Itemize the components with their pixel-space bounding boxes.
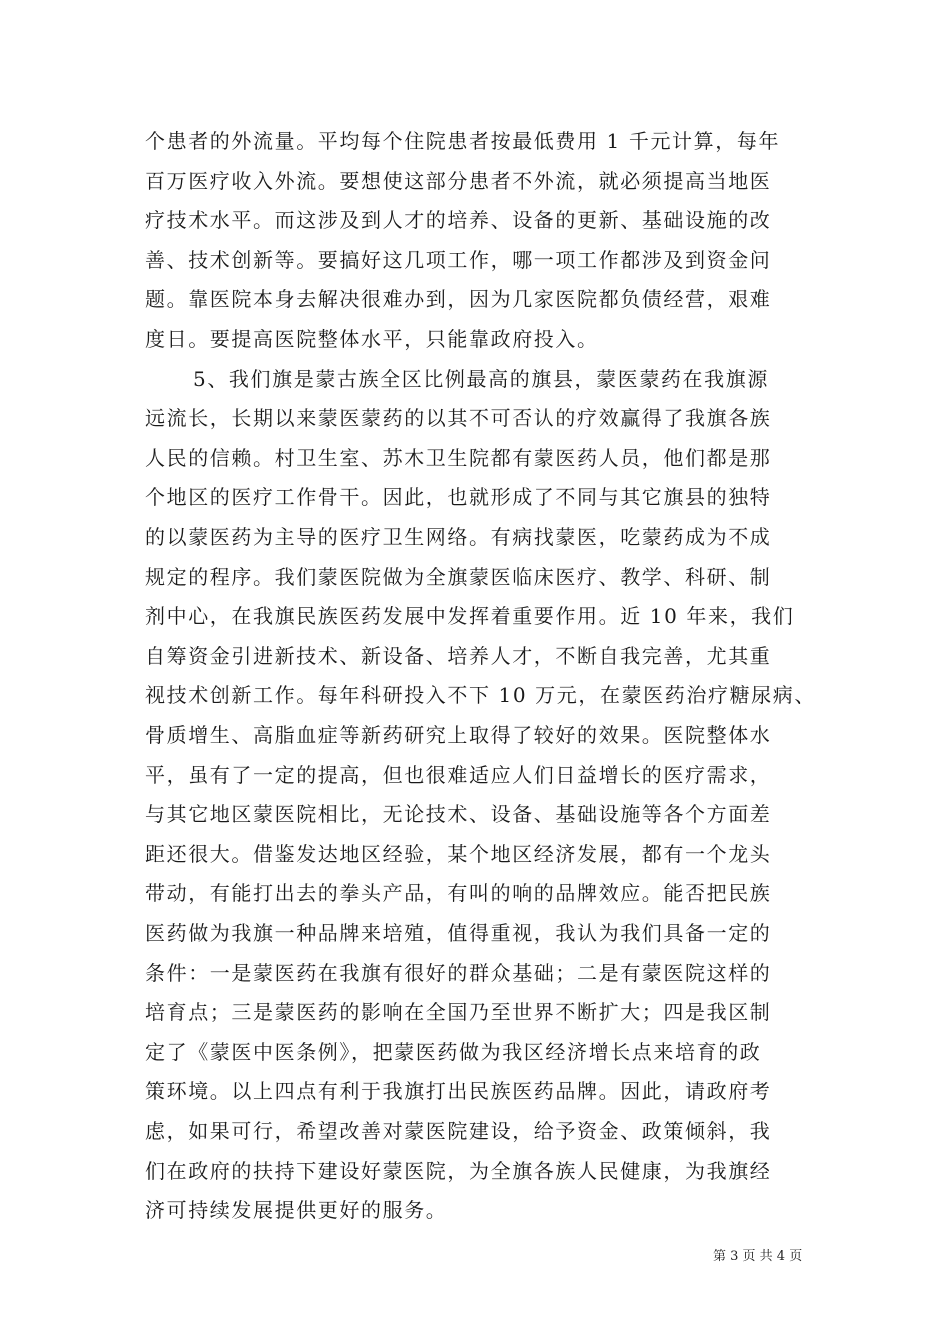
text-line: 济可持续发展提供更好的服务。 — [145, 1198, 448, 1223]
page-number: 第 3 页 共 4 页 — [713, 1249, 803, 1264]
text-line: 剂中心，在我旗民族医药发展中发挥着重要作用。近 10 年来，我们 — [145, 604, 795, 629]
text-line: 自筹资金引进新技术、新设备、培养人才，不断自我完善，尤其重 — [145, 643, 772, 668]
text-line: 骨质增生、高脂血症等新药研究上取得了较好的效果。医院整体水 — [145, 723, 772, 747]
text-line: 的以蒙医药为主导的医疗卫生网络。有病找蒙医，吃蒙药成为不成 — [145, 525, 772, 549]
text-line: 人民的信赖。村卫生室、苏木卫生院都有蒙医药人员，他们都是那 — [145, 445, 772, 470]
text-line: 与其它地区蒙医院相比，无论技术、设备、基础设施等各个方面差 — [145, 802, 772, 827]
text-line: 们在政府的扶持下建设好蒙医院，为全旗各族人民健康，为我旗经 — [145, 1158, 772, 1183]
text-line: 善、技术创新等。要搞好这几项工作，哪一项工作都涉及到资金问 — [145, 247, 772, 272]
text-line: 距还很大。借鉴发达地区经验，某个地区经济发展，都有一个龙头 — [145, 841, 772, 866]
text-line: 远流长，长期以来蒙医蒙药的以其不可否认的疗效赢得了我旗各族 — [145, 406, 772, 431]
text-line: 定了《蒙医中医条例》，把蒙医药做为我区经济增长点来培育的政 — [145, 1039, 762, 1064]
text-line: 带动，有能打出去的拳头产品，有叫的响的品牌效应。能否把民族 — [145, 881, 772, 906]
text-line: 5、我们旗是蒙古族全区比例最高的旗县，蒙医蒙药在我旗源 — [193, 366, 769, 391]
text-line: 虑，如果可行，希望改善对蒙医院建设，给予资金、政策倾斜，我 — [145, 1119, 772, 1143]
text-line: 规定的程序。我们蒙医院做为全旗蒙医临床医疗、教学、科研、制 — [145, 564, 772, 589]
text-line: 医药做为我旗一种品牌来培殖，值得重视，我认为我们具备一定的 — [145, 921, 772, 945]
text-line: 条件：一是蒙医药在我旗有很好的群众基础；二是有蒙医院这样的 — [145, 960, 772, 985]
text-line: 疗技术水平。而这涉及到人才的培养、设备的更新、基础设施的改 — [145, 208, 772, 233]
text-line: 个地区的医疗工作骨干。因此，也就形成了不同与其它旗县的独特 — [145, 485, 772, 510]
text-line: 题。靠医院本身去解决很难办到，因为几家医院都负债经营，艰难 — [145, 287, 772, 312]
text-line: 度日。要提高医院整体水平，只能靠政府投入。 — [145, 327, 599, 351]
text-line: 策环境。以上四点有利于我旗打出民族医药品牌。因此，请政府考 — [145, 1079, 772, 1104]
text-line: 平，虽有了一定的提高，但也很难适应人们日益增长的医疗需求， — [145, 762, 772, 787]
text-line: 百万医疗收入外流。要想使这部分患者不外流，就必须提高当地医 — [145, 168, 772, 193]
text-line: 培育点；三是蒙医药的影响在全国乃至世界不断扩大；四是我区制 — [145, 1000, 772, 1025]
text-line: 个患者的外流量。平均每个住院患者按最低费用 1 千元计算，每年 — [145, 129, 781, 153]
text-line: 视技术创新工作。每年科研投入不下 10 万元，在蒙医药治疗糖尿病、 — [145, 683, 816, 708]
